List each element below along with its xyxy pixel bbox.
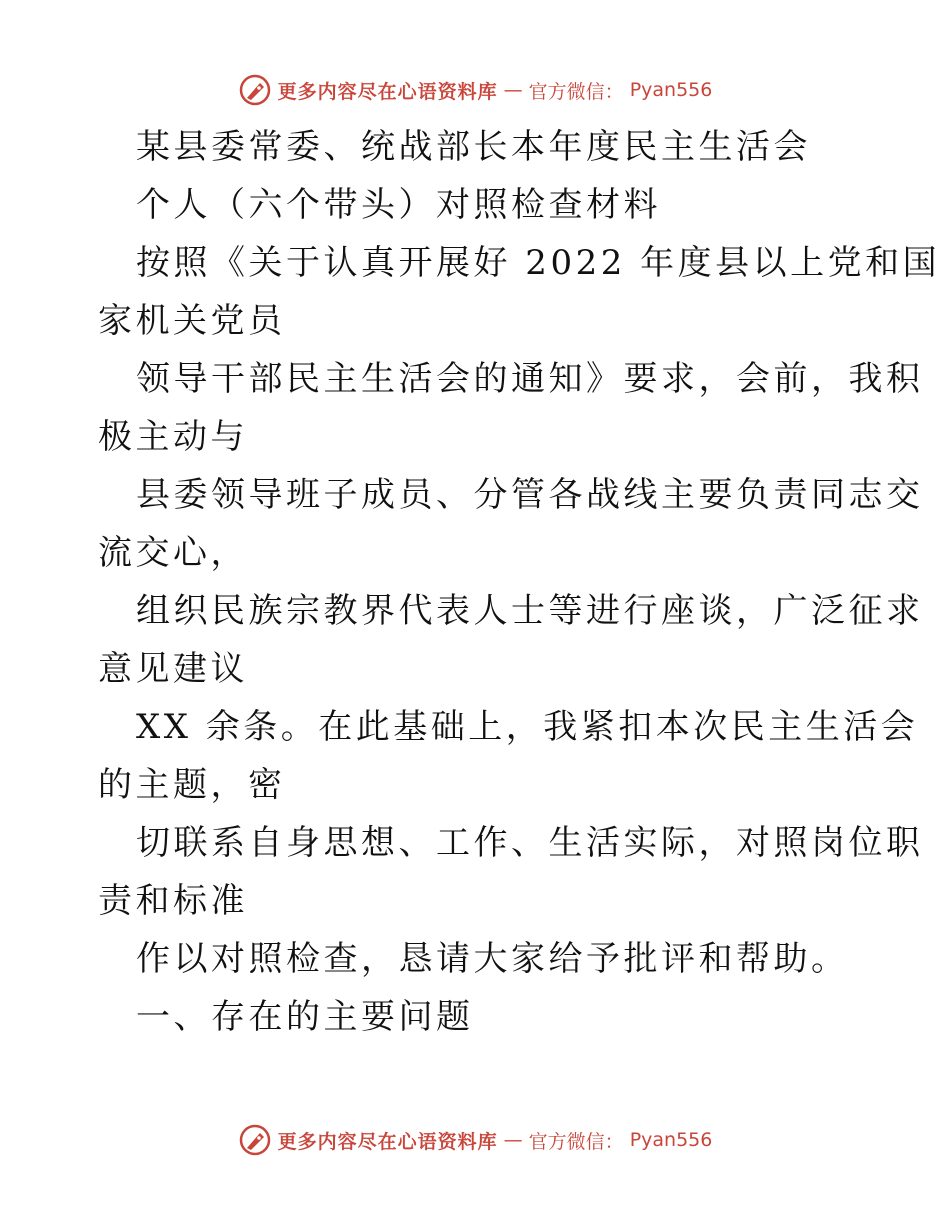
watermark-banner-top: [0, 70, 950, 110]
pen-nib-logo-icon: [238, 73, 272, 107]
watermark-wechat-label: 官方微信：: [528, 1130, 624, 1153]
paragraph-line: 的主题，密: [98, 765, 286, 805]
paragraph-line: 切联系自身思想、工作、生活实际，对照岗位职: [136, 823, 924, 863]
watermark-separator: —: [503, 79, 523, 101]
watermark-wechat-id: Pyan556: [629, 79, 713, 101]
pen-nib-logo-icon: [238, 1123, 272, 1157]
paragraph-line: 作以对照检查，恳请大家给予批评和帮助。: [136, 939, 849, 979]
paragraph-line: 流交心，: [98, 533, 248, 573]
document-body: [98, 118, 941, 1046]
watermark-banner-bottom: [0, 1120, 950, 1160]
document-title-line-1: 某县委常委、统战部长本年度民主生活会: [136, 127, 811, 167]
document-title-line-2: 个人（六个带头）对照检查材料: [136, 185, 661, 225]
watermark-brand: 更多内容尽在心语资料库: [277, 1130, 498, 1153]
watermark-wechat-label: 官方微信：: [528, 80, 624, 103]
watermark-brand: 更多内容尽在心语资料库: [277, 80, 498, 103]
paragraph-line: 领导干部民主生活会的通知》要求，会前，我积: [136, 359, 924, 399]
paragraph-line: 家机关党员: [98, 301, 286, 341]
section-heading: 一、存在的主要问题: [136, 997, 474, 1037]
paragraph-line: 极主动与: [98, 417, 248, 457]
paragraph-line: XX 余条。在此基础上，我紧扣本次民主生活会: [136, 707, 919, 747]
paragraph-line: 按照《关于认真开展好 2022 年度县以上党和国: [136, 243, 941, 283]
paragraph-line: 组织民族宗教界代表人士等进行座谈，广泛征求: [136, 591, 924, 631]
paragraph-line: 县委领导班子成员、分管各战线主要负责同志交: [136, 475, 924, 515]
paragraph-line: 责和标准: [98, 881, 248, 921]
watermark-wechat-id: Pyan556: [629, 1129, 713, 1151]
watermark-separator: —: [503, 1129, 523, 1151]
paragraph-line: 意见建议: [98, 649, 248, 689]
